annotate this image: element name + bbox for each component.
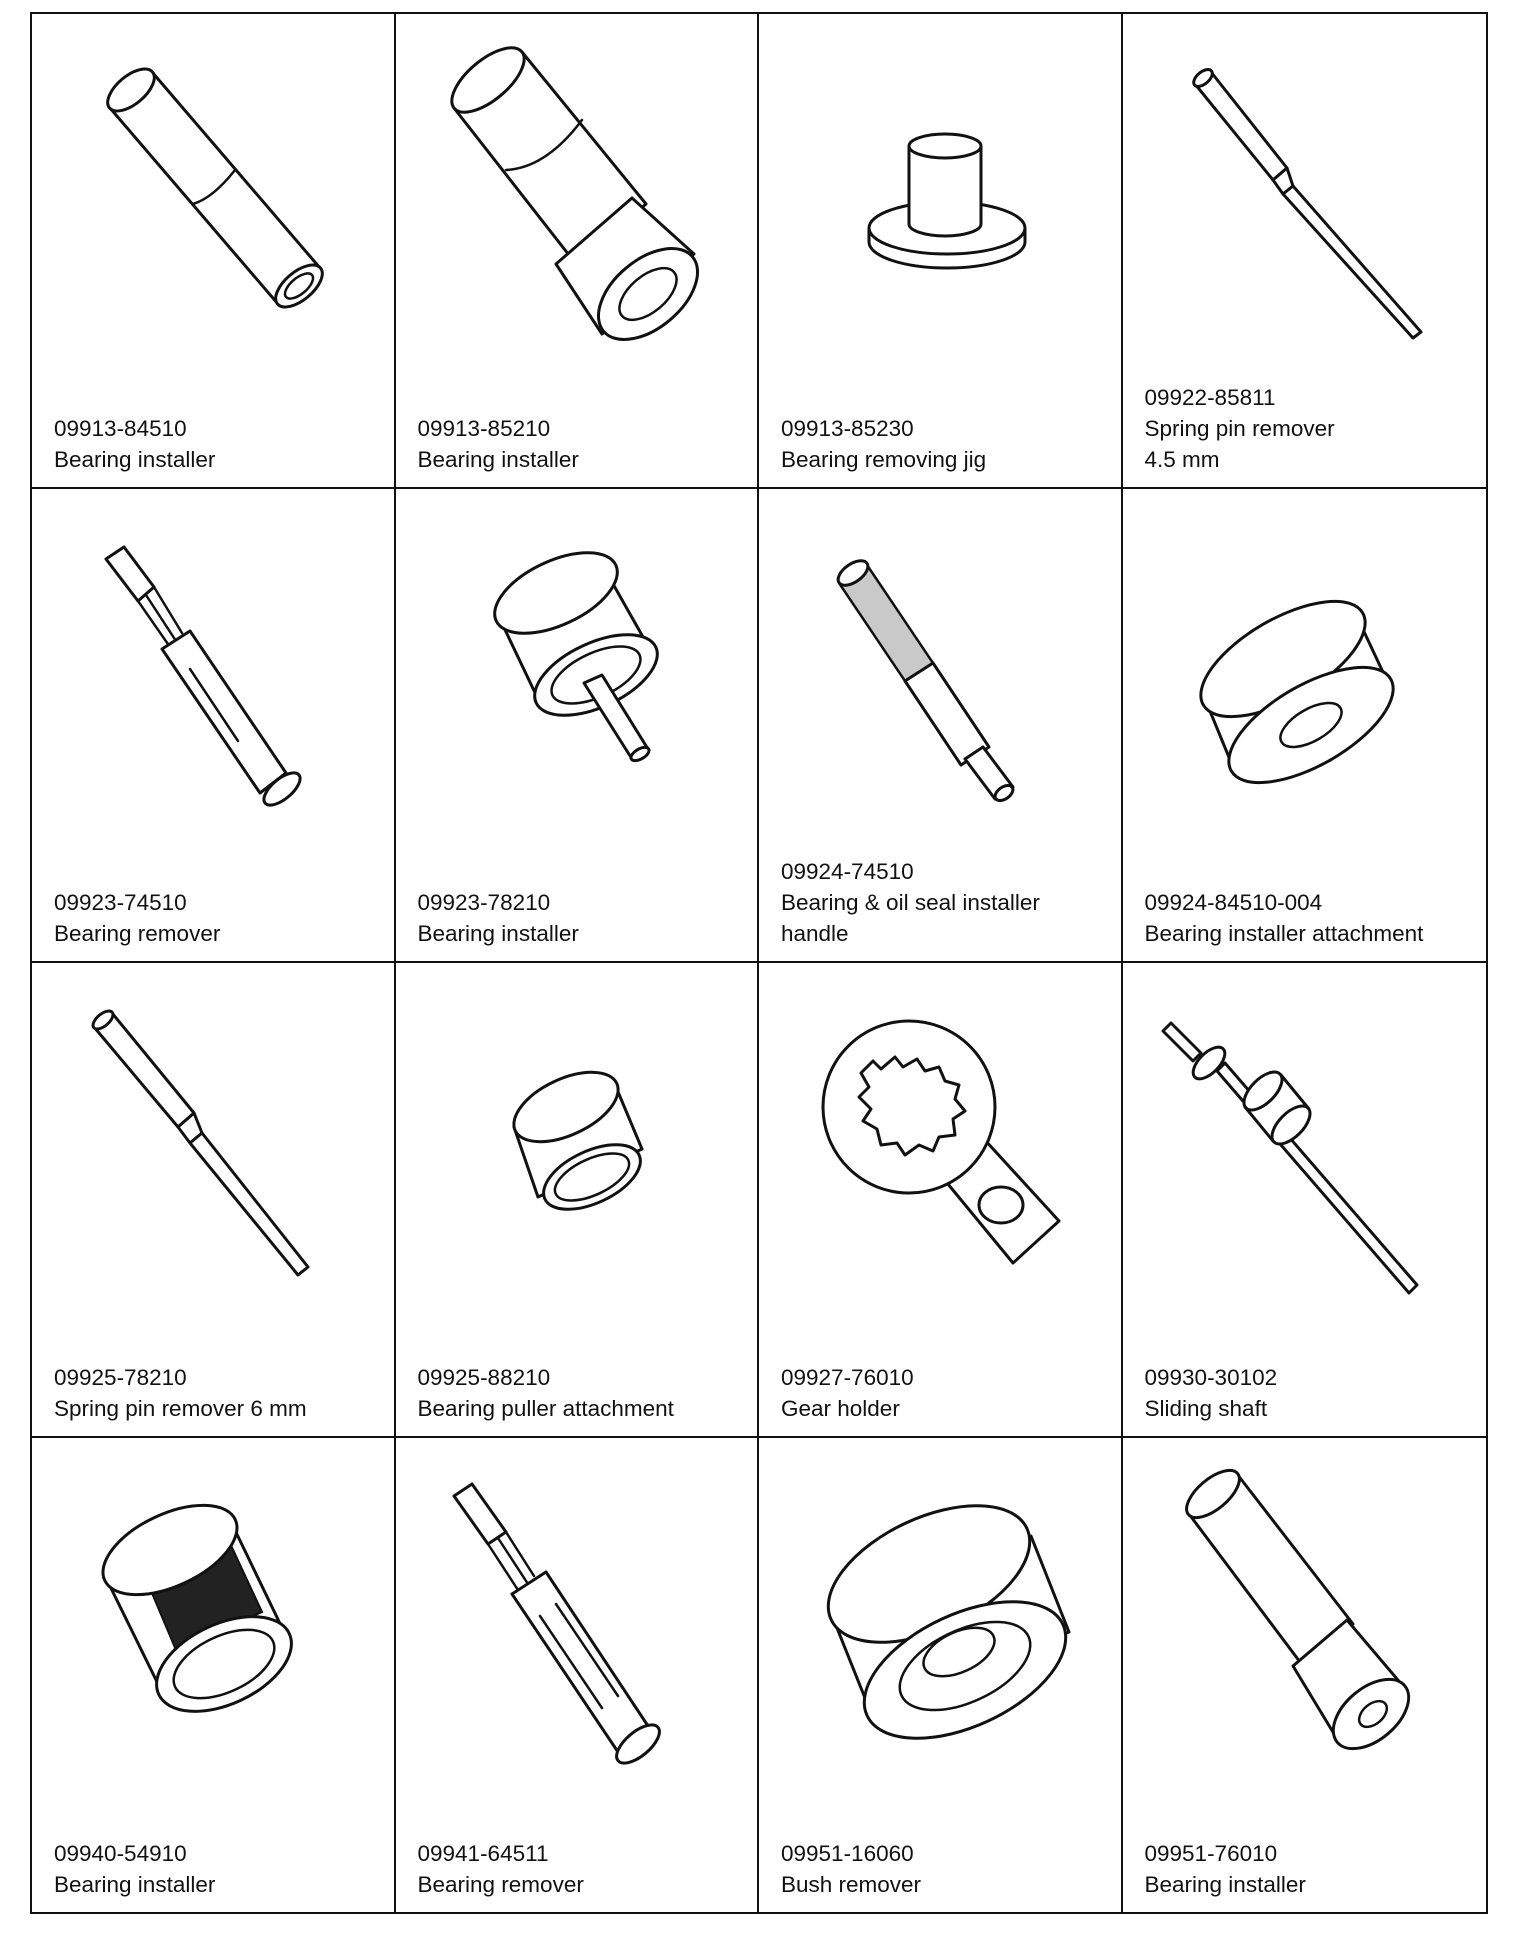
tool-cell-10: [396, 963, 760, 1438]
tool-caption: [1145, 1362, 1479, 1424]
tool-cell-8: [1123, 489, 1487, 964]
tool-cell-7: [759, 489, 1123, 964]
bearing-remover-icon: [42, 503, 382, 843]
part-number: 09951-76010: [1144, 1841, 1278, 1866]
tool-name: Bearing installer: [417, 446, 579, 472]
tool-caption: [54, 1362, 386, 1424]
part-number: 09925-78210: [54, 1364, 187, 1390]
tool-cell-14: [396, 1438, 760, 1913]
sliding-shaft-icon: [1133, 977, 1473, 1317]
part-number: 09913-84510: [54, 415, 187, 441]
part-number: 09927-76010: [781, 1364, 914, 1390]
tool-cell-1: [32, 14, 396, 489]
tool-caption: [781, 856, 1113, 949]
tool-caption: [418, 1362, 750, 1424]
tool-name: Bearing installer: [417, 921, 579, 946]
tool-name: Spring pin remover 6 mm: [54, 1395, 307, 1421]
tool-cell-9: [32, 963, 396, 1438]
part-number: 09922-85811: [1144, 384, 1276, 410]
bearing-installer-tube-icon: [42, 28, 382, 368]
bearing-remover-icon: [406, 1452, 746, 1792]
tool-name: Bearing installer: [54, 1872, 216, 1897]
tool-cell-12: [1123, 963, 1487, 1438]
tool-caption: [781, 413, 1113, 475]
tool-name: Bearing & oil seal installer: [781, 890, 1040, 915]
part-number: 09913-85210: [417, 415, 551, 441]
tool-caption: [418, 1838, 750, 1900]
part-number: 09923-78210: [417, 890, 551, 915]
tool-cell-15: [759, 1438, 1123, 1913]
bearing-installer-drum-icon: [406, 503, 746, 843]
tool-cell-4: [1123, 14, 1487, 489]
spring-pin-remover-icon: [1133, 28, 1473, 368]
tool-cell-6: [396, 489, 760, 964]
part-number: 09924-84510-004: [1144, 890, 1323, 915]
bush-remover-icon: [769, 1452, 1109, 1792]
part-number: 09913-85230: [781, 415, 914, 441]
tool-name: Spring pin remover: [1144, 415, 1335, 441]
bearing-installer-flanged-icon: [1133, 1452, 1473, 1792]
part-number: 09925-88210: [417, 1364, 551, 1390]
part-number: 09924-74510: [781, 859, 914, 884]
tool-cell-13: [32, 1438, 396, 1913]
bearing-installer-flanged-icon: [406, 28, 746, 368]
part-number: 09923-74510: [54, 890, 187, 915]
tool-name: Bearing remover: [54, 921, 221, 946]
tool-cell-16: [1123, 1438, 1487, 1913]
tool-caption: [418, 413, 750, 475]
part-number: 09951-16060: [781, 1841, 914, 1866]
tool-caption: [54, 413, 386, 475]
gear-holder-icon: [769, 977, 1109, 1317]
tool-name: Bearing installer: [1144, 1872, 1306, 1897]
tool-name: Gear holder: [781, 1395, 900, 1421]
tool-name: Bush remover: [781, 1872, 922, 1897]
tool-caption: [1145, 887, 1479, 949]
puller-attachment-icon: [406, 977, 746, 1317]
tool-cell-5: [32, 489, 396, 964]
part-number: 09941-64511: [417, 1841, 549, 1866]
tool-cell-2: [396, 14, 760, 489]
part-number: 09940-54910: [54, 1841, 187, 1866]
installer-attachment-icon: [1133, 503, 1473, 843]
tool-caption: [54, 1838, 386, 1900]
tool-cell-3: [759, 14, 1123, 489]
tool-caption: [1145, 1838, 1479, 1900]
threaded-installer-icon: [42, 1452, 382, 1792]
bearing-removing-jig-icon: [769, 28, 1109, 368]
spring-pin-remover-icon: [42, 977, 382, 1317]
tool-name: Bearing installer: [54, 446, 216, 472]
tool-cell-11: [759, 963, 1123, 1438]
tool-caption: [418, 887, 750, 949]
tool-caption: [54, 887, 386, 949]
tool-name: Bearing remover: [417, 1872, 584, 1897]
part-number: 09930-30102: [1144, 1364, 1278, 1390]
tool-name: Bearing puller attachment: [417, 1395, 674, 1421]
installer-handle-icon: [769, 503, 1109, 843]
tool-name: Sliding shaft: [1144, 1395, 1268, 1421]
tool-caption: [781, 1838, 1113, 1900]
tool-name: Bearing installer attachment: [1144, 921, 1424, 946]
tool-caption: [1145, 382, 1479, 475]
tool-grid: [30, 12, 1488, 1914]
tool-name-line2: handle: [781, 921, 849, 946]
tool-name-line2: 4.5 mm: [1144, 446, 1220, 472]
tool-name: Bearing removing jig: [781, 446, 987, 472]
tool-caption: [781, 1362, 1113, 1424]
